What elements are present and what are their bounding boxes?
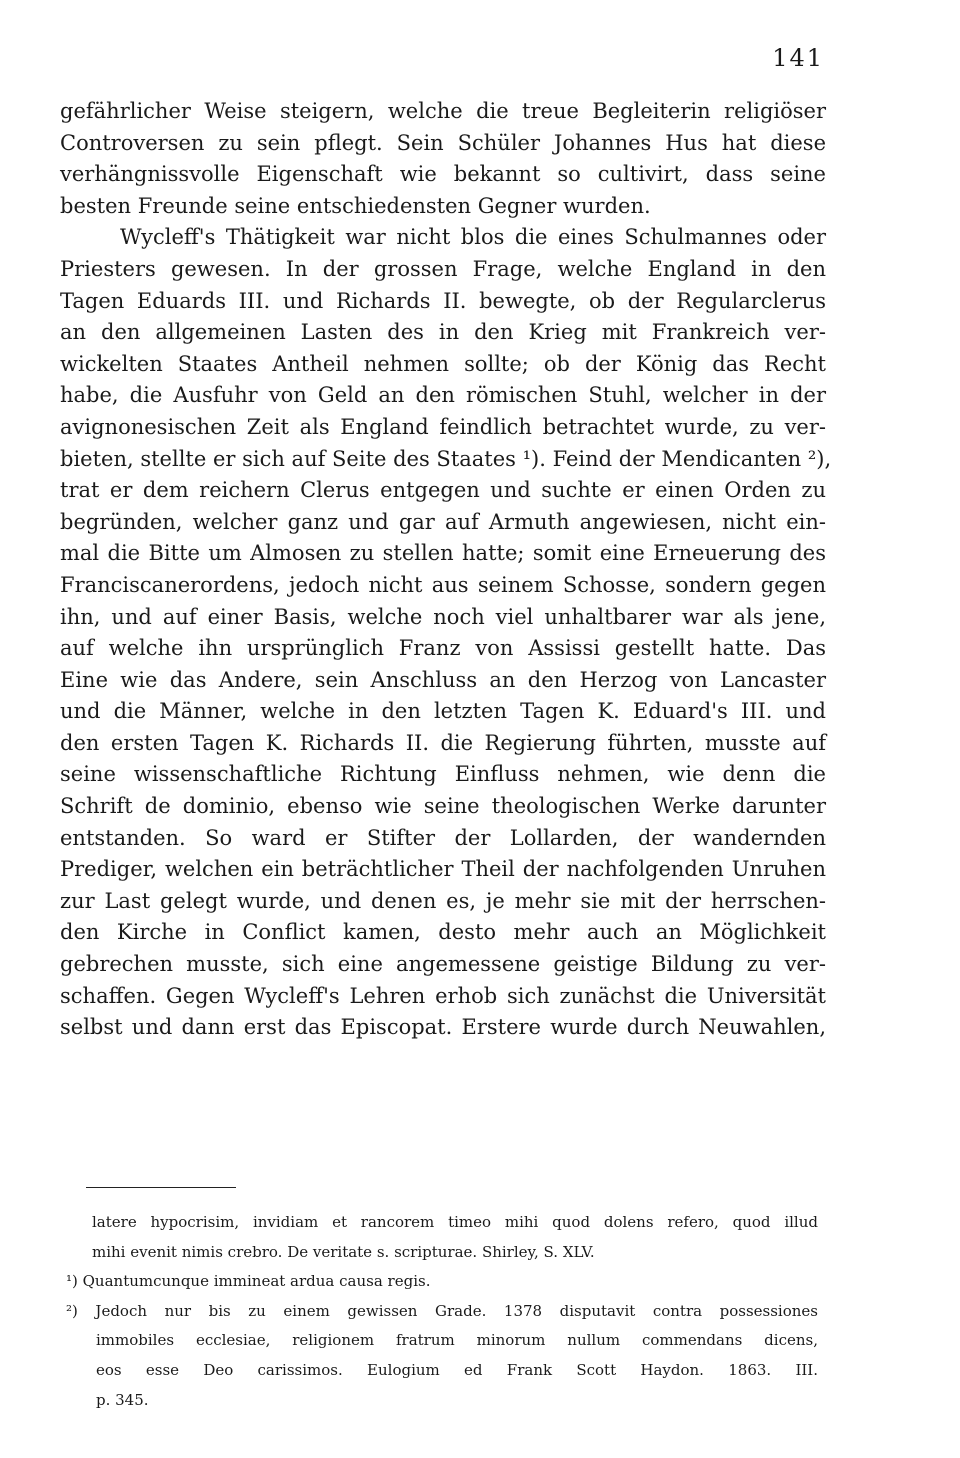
footnote-divider (86, 1187, 236, 1188)
text-line: Eine wie das Andere, sein Anschluss an den Herzog von Lancaster (60, 667, 826, 692)
text-line: Franciscanerordens, jedoch nicht aus seinem Schosse, sondern gegen (60, 572, 826, 597)
footnote-line: eos esse Deo carissimos. Eulogium ed Frank Scott Haydon. 1863. III. (96, 1360, 818, 1379)
footnotes (66, 1208, 818, 1415)
text-line: auf welche ihn ursprünglich Franz von Assissi gestellt hatte. Das (60, 636, 826, 661)
footnote-line: immobiles ecclesiae, religionem fratrum minorum nullum commendans dicens, (96, 1331, 818, 1350)
text-line: Priesters gewesen. In der grossen Frage, welche England in den (60, 256, 826, 281)
text-line: den ersten Tagen K. Richards II. die Regierung führten, musste auf (60, 730, 826, 755)
text-line: Tagen Eduards III. und Richards II. bewegte, ob der Regularclerus (60, 288, 826, 313)
text-line: an den allgemeinen Lasten des in den Krieg mit Frankreich ver- (60, 320, 826, 345)
text-line: avignonesischen Zeit als England feindlich betrachtet wurde, zu ver- (60, 414, 826, 439)
footnote-line: ¹) Quantumcunque immineat ardua causa regis. (66, 1272, 431, 1291)
footnote-line: latere hypocrisim, invidiam et rancorem timeo mihi quod dolens refero, quod illud (92, 1213, 818, 1231)
text-line: schaffen. Gegen Wycleff's Lehren erhob sich zunächst die Universität (60, 983, 826, 1008)
text-line: verhängnissvolle Eigenschaft wie bekannt so cultivirt, dass seine (60, 162, 826, 187)
text-line: zur Last gelegt wurde, und denen es, je mehr sie mit der herrschen- (60, 888, 826, 913)
text-line: wickelten Staates Antheil nehmen sollte; ob der König das Recht (60, 351, 826, 376)
text-line: begründen, welcher ganz und gar auf Armuth angewiesen, nicht ein- (60, 509, 826, 534)
text-line: mal die Bitte um Almosen zu stellen hatte; somit eine Erneuerung des (60, 541, 826, 566)
text-line: seine wissenschaftliche Richtung Einfluss nehmen, wie denn die (60, 762, 826, 787)
text-line: Prediger, welchen ein beträchtlicher Theil der nachfolgenden Unruhen (60, 857, 826, 882)
footnote-line: mihi evenit nimis crebro. De veritate s. scripturae. Shirley, S. XLV. (92, 1242, 595, 1261)
text-line: Schrift de dominio, ebenso wie seine theologischen Werke darunter (60, 794, 826, 819)
text-line: gebrechen musste, sich eine angemessene geistige Bildung zu ver- (60, 952, 826, 977)
text-line: entstanden. So ward er Stifter der Lollarden, der wandernden (60, 825, 826, 850)
text-line: und die Männer, welche in den letzten Tagen K. Eduard's III. und (60, 699, 826, 724)
text-line: ihn, und auf einer Basis, welche noch viel unhaltbarer war als jene, (60, 604, 826, 629)
body-text (60, 96, 832, 1044)
text-line: Controversen zu sein pflegt. Sein Schüler Johannes Hus hat diese (60, 130, 826, 155)
text-line: den Kirche in Conflict kamen, desto mehr auch an Möglichkeit (60, 920, 826, 945)
text-line: selbst und dann erst das Episcopat. Erstere wurde durch Neuwahlen, (60, 1015, 826, 1040)
text-line: bieten, stellte er sich auf Seite des Staates ¹). Feind der Mendicanten ²), (60, 446, 832, 471)
text-line: besten Freunde seine entschiedensten Gegner wurden. (60, 193, 651, 218)
text-line: habe, die Ausfuhr von Geld an den römischen Stuhl, welcher in der (60, 383, 826, 408)
text-line: trat er dem reichern Clerus entgegen und suchte er einen Orden zu (60, 478, 826, 503)
page-number: 141 (772, 44, 824, 72)
text-line: gefährlicher Weise steigern, welche die treue Begleiterin religiöser (60, 99, 826, 123)
footnote-line: p. 345. (96, 1390, 149, 1409)
text-line: Wycleff's Thätigkeit war nicht blos die eines Schulmannes oder (120, 225, 826, 250)
footnote-line: ²) Jedoch nur bis zu einem gewissen Grade. 1378 disputavit contra possessiones (66, 1301, 818, 1320)
